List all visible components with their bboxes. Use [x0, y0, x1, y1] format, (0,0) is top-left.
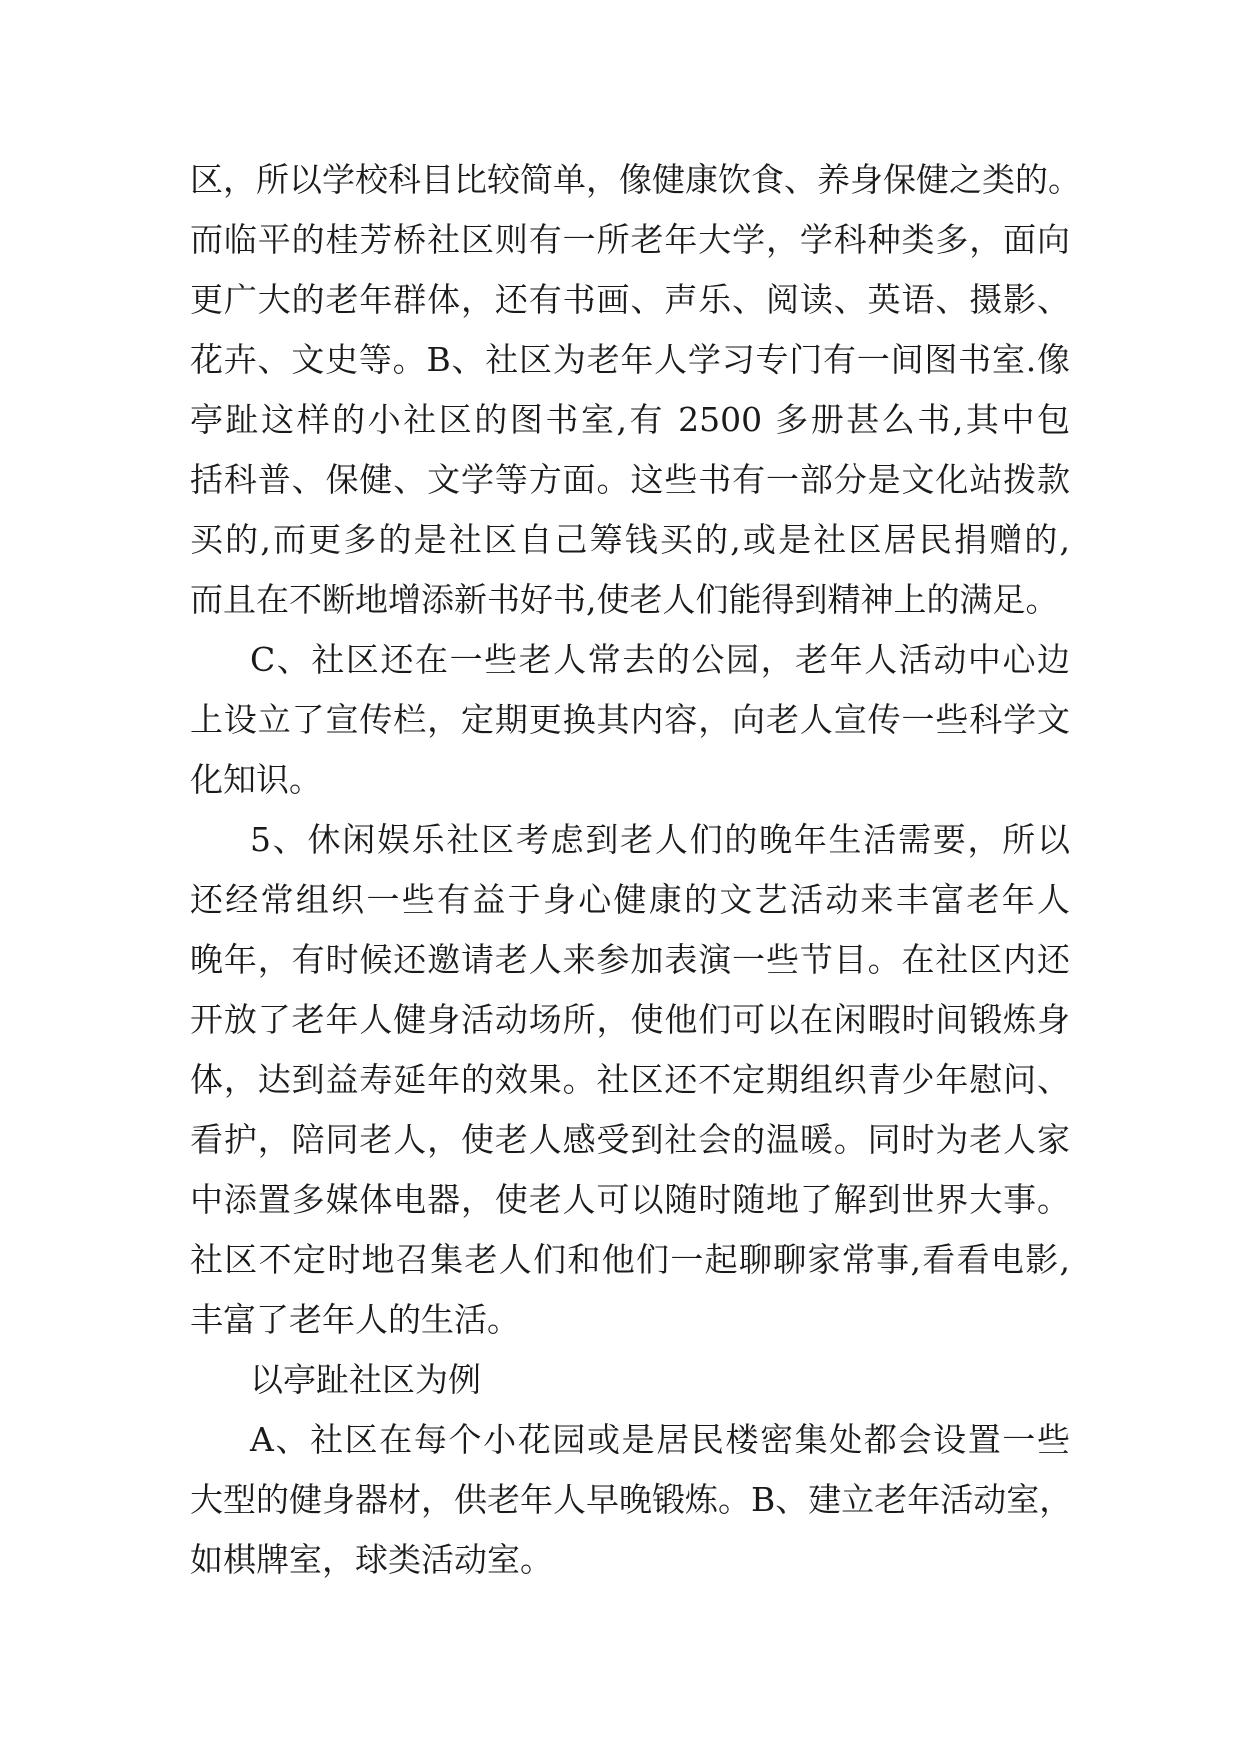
- text-line: 亭趾这样的小社区的图书室,有 2500 多册甚么书,其中包: [190, 400, 1070, 439]
- text-line: 5、休闲娱乐社区考虑到老人们的晚年生活需要，所以: [250, 820, 1070, 859]
- text-line: 更广大的老年群体，还有书画、声乐、阅读、英语、摄影、: [190, 280, 1070, 319]
- text-line: 花卉、文史等。B、社区为老年人学习专门有一间图书室.像: [190, 340, 1070, 379]
- body-text: [190, 150, 1081, 1590]
- text-line: 晚年，有时候还邀请老人来参加表演一些节目。在社区内还: [190, 940, 1070, 979]
- text-line: C、社区还在一些老人常去的公园，老年人活动中心边: [250, 640, 1070, 679]
- text-line: A、社区在每个小花园或是居民楼密集处都会设置一些: [250, 1420, 1070, 1459]
- text-line: 如棋牌室，球类活动室。: [190, 1540, 553, 1579]
- text-line: 体，达到益寿延年的效果。社区还不定期组织青少年慰问、: [190, 1060, 1070, 1099]
- text-line: 买的,而更多的是社区自己筹钱买的,或是社区居民捐赠的,: [190, 520, 1070, 559]
- text-line: 而临平的桂芳桥社区则有一所老年大学，学科种类多，面向: [190, 220, 1070, 259]
- text-line: 大型的健身器材，供老年人早晚锻炼。B、建立老年活动室，: [190, 1480, 1073, 1519]
- text-line: 社区不定时地召集老人们和他们一起聊聊家常事,看看电影,: [190, 1240, 1070, 1279]
- text-line: 括科普、保健、文学等方面。这些书有一部分是文化站拨款: [190, 460, 1070, 499]
- text-line: 看护，陪同老人，使老人感受到社会的温暖。同时为老人家: [190, 1120, 1070, 1159]
- text-line: 开放了老年人健身活动场所，使他们可以在闲暇时间锻炼身: [190, 1000, 1070, 1039]
- text-line: 而且在不断地增添新书好书,使老人们能得到精神上的满足。: [190, 580, 1059, 619]
- text-line: 区，所以学校科目比较简单，像健康饮食、养身保健之类的。: [190, 160, 1081, 199]
- text-line: 还经常组织一些有益于身心健康的文艺活动来丰富老年人: [190, 880, 1070, 919]
- text-line: 中添置多媒体电器，使老人可以随时随地了解到世界大事。: [190, 1180, 1070, 1219]
- text-line: 上设立了宣传栏，定期更换其内容，向老人宣传一些科学文: [190, 700, 1070, 739]
- text-line: 丰富了老年人的生活。: [190, 1300, 520, 1339]
- text-line: 以亭趾社区为例: [250, 1360, 481, 1399]
- text-line: 化知识。: [190, 760, 322, 799]
